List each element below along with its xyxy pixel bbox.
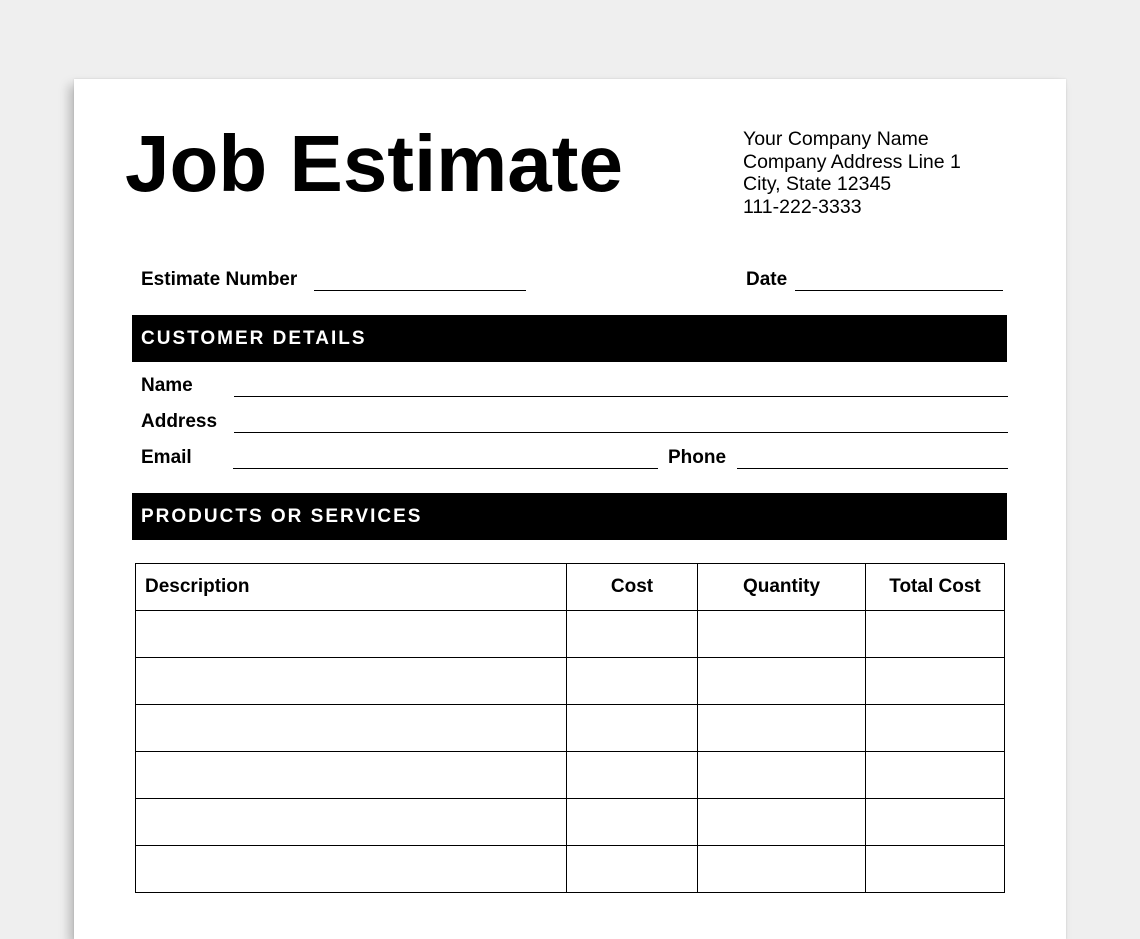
table-header-row <box>136 564 1005 611</box>
company-city-state: City, State 12345 <box>743 173 892 195</box>
estimate-number-label: Estimate Number <box>141 269 298 290</box>
description-cell[interactable] <box>136 705 567 752</box>
products-services-heading: PRODUCTS OR SERVICES <box>132 493 1007 540</box>
description-cell[interactable] <box>136 799 567 846</box>
column-header-total-cost: Total Cost <box>866 564 1005 611</box>
cost-cell[interactable] <box>567 846 698 893</box>
table-row <box>136 611 1005 658</box>
customer-details-heading: CUSTOMER DETAILS <box>132 315 1007 362</box>
customer-email-label: Email <box>141 447 192 468</box>
customer-email-field[interactable] <box>233 468 658 469</box>
customer-name-label: Name <box>141 375 193 396</box>
description-cell[interactable] <box>136 658 567 705</box>
table-row <box>136 799 1005 846</box>
document-title: Job Estimate <box>125 119 623 208</box>
quantity-cell[interactable] <box>698 611 866 658</box>
cost-cell[interactable] <box>567 705 698 752</box>
customer-name-field[interactable] <box>234 396 1008 397</box>
description-cell[interactable] <box>136 846 567 893</box>
date-field[interactable] <box>795 290 1003 291</box>
quantity-cell[interactable] <box>698 752 866 799</box>
date-label: Date <box>746 269 788 290</box>
cost-cell[interactable] <box>567 658 698 705</box>
description-cell[interactable] <box>136 611 567 658</box>
column-header-cost: Cost <box>567 564 698 611</box>
table-row <box>136 846 1005 893</box>
description-cell[interactable] <box>136 752 567 799</box>
customer-phone-field[interactable] <box>737 468 1008 469</box>
table-row <box>136 705 1005 752</box>
company-info <box>743 128 961 218</box>
total-cost-cell[interactable] <box>866 752 1005 799</box>
quantity-cell[interactable] <box>698 799 866 846</box>
customer-address-field[interactable] <box>234 432 1008 433</box>
company-phone: 111-222-3333 <box>743 195 862 218</box>
column-header-description: Description <box>136 564 567 611</box>
cost-cell[interactable] <box>567 799 698 846</box>
quantity-cell[interactable] <box>698 658 866 705</box>
total-cost-cell[interactable] <box>866 658 1005 705</box>
cost-cell[interactable] <box>567 611 698 658</box>
estimate-paper <box>74 79 1066 939</box>
total-cost-cell[interactable] <box>866 705 1005 752</box>
total-cost-cell[interactable] <box>866 846 1005 893</box>
company-name: Your Company Name <box>743 128 929 150</box>
products-table <box>135 563 1005 893</box>
cost-cell[interactable] <box>567 752 698 799</box>
column-header-quantity: Quantity <box>698 564 866 611</box>
customer-phone-label: Phone <box>668 447 727 468</box>
quantity-cell[interactable] <box>698 705 866 752</box>
table-row <box>136 658 1005 705</box>
table-row <box>136 752 1005 799</box>
total-cost-cell[interactable] <box>866 611 1005 658</box>
quantity-cell[interactable] <box>698 846 866 893</box>
customer-address-label: Address <box>141 411 218 432</box>
total-cost-cell[interactable] <box>866 799 1005 846</box>
company-address: Company Address Line 1 <box>743 150 961 173</box>
estimate-number-field[interactable] <box>314 290 526 291</box>
